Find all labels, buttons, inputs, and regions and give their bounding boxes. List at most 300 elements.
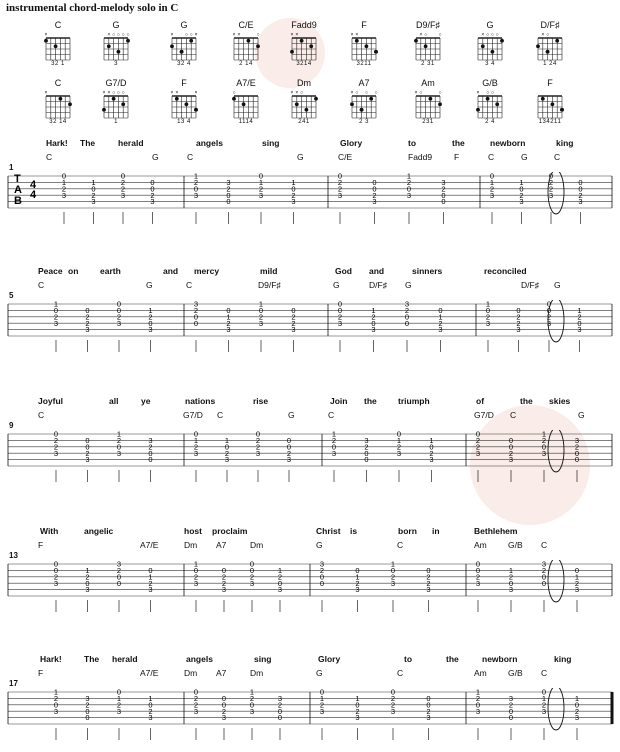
muted-string-mark: × — [175, 90, 179, 96]
chord-diagram — [282, 78, 326, 126]
fret-number: 3 — [516, 325, 521, 335]
lyric-word: God — [335, 266, 352, 276]
fingering-numbers: 2 14 — [239, 61, 253, 67]
fret-number: 0 — [390, 566, 396, 575]
fretboard-grid — [289, 31, 319, 61]
chord-diagram — [224, 78, 268, 126]
chord-symbol: C — [38, 410, 45, 420]
fret-number: 0 — [120, 172, 126, 181]
chord-symbol: G — [316, 540, 323, 550]
chord-symbol: A7/E — [140, 668, 159, 678]
finger-dot — [560, 108, 564, 112]
fret-number: 0 — [404, 312, 410, 322]
fret-number: 2 — [277, 700, 283, 710]
fretboard-grid — [43, 89, 73, 119]
lyric-word: king — [556, 138, 574, 148]
fret-number: 0 — [249, 566, 255, 575]
fret-number: 0 — [475, 700, 481, 710]
finger-dot — [300, 39, 304, 43]
fret-number: 2 — [193, 694, 199, 703]
chord-symbol: Dm — [184, 668, 198, 678]
fret-number: 2 — [396, 442, 402, 452]
fret-number: 2 — [331, 436, 337, 445]
fret-number: 3 — [277, 585, 283, 595]
fret-number: 0 — [426, 700, 431, 710]
fret-number: 2 — [226, 318, 231, 328]
chord-symbol: G — [521, 152, 528, 162]
lyric-word: rise — [253, 396, 269, 406]
open-string-mark: ○ — [112, 32, 116, 38]
muted-string-mark: × — [295, 32, 299, 38]
fret-number: 2 — [516, 318, 521, 328]
fret-number: 2 — [85, 700, 90, 710]
fret-number: 1 — [291, 178, 296, 187]
fret-number: 0 — [577, 318, 582, 328]
fret-number: 2 — [337, 184, 343, 194]
lyric-word: to — [404, 654, 413, 664]
fret-number: 2 — [541, 436, 547, 445]
chord-name: D/F♯ — [540, 20, 560, 30]
chord-symbol: C — [217, 410, 224, 420]
lyric-word: is — [350, 526, 358, 536]
finger-dot — [500, 39, 504, 43]
fret-number: 1 — [489, 178, 495, 187]
fret-number: 2 — [337, 312, 343, 322]
fret-number: 2 — [291, 190, 296, 200]
fret-number: 3 — [221, 585, 227, 595]
fret-number: 2 — [426, 578, 431, 588]
finger-dot — [536, 44, 540, 48]
fret-number: 3 — [548, 190, 554, 200]
fret-number: 0 — [319, 688, 325, 697]
fret-number: 0 — [574, 448, 580, 458]
fret-number: 1 — [438, 312, 443, 322]
fret-number: 0 — [574, 700, 580, 710]
fret-number: 0 — [541, 688, 547, 697]
open-string-mark: ○ — [355, 90, 359, 96]
lyric-word: the — [364, 396, 377, 406]
fret-number: 0 — [508, 713, 514, 723]
fret-number: 0 — [541, 572, 547, 582]
chord-symbol: G — [578, 410, 585, 420]
fingering-numbers: 241 — [298, 119, 310, 125]
fret-number: 0 — [578, 178, 583, 187]
fret-number: 2 — [116, 312, 122, 322]
lyric-word: angelic — [84, 526, 114, 536]
fret-number: 2 — [508, 448, 514, 458]
fret-number: 3 — [319, 706, 325, 716]
finger-dot — [491, 50, 495, 54]
fret-number: 2 — [150, 190, 155, 200]
fret-number: 3 — [61, 190, 67, 200]
fret-number: 0 — [475, 430, 481, 439]
muted-string-mark: × — [481, 32, 485, 38]
fret-number: 3 — [148, 325, 153, 335]
fret-number: 0 — [485, 306, 491, 315]
finger-dot — [59, 97, 63, 101]
chord-symbol: C — [488, 152, 495, 162]
fret-number: 3 — [390, 578, 396, 588]
lyric-word: nations — [185, 396, 216, 406]
chord-symbol: F — [454, 152, 460, 162]
chord-diagram — [528, 20, 572, 68]
fret-number: 3 — [441, 178, 446, 187]
lyric-word: of — [476, 396, 485, 406]
finger-dot — [256, 44, 260, 48]
chord-name: F — [181, 78, 187, 88]
fret-number: 0 — [429, 442, 434, 452]
fret-number: 2 — [438, 318, 443, 328]
finger-dot — [369, 97, 373, 101]
fret-number: 0 — [574, 455, 580, 465]
fret-number: 0 — [226, 190, 231, 200]
tab-staff — [0, 300, 620, 362]
chord-symbol: C — [510, 410, 517, 420]
lyric-word: in — [432, 526, 440, 536]
fret-number: 2 — [508, 700, 514, 710]
fret-number: 0 — [148, 455, 153, 465]
finger-dot — [170, 44, 174, 48]
fret-number: 0 — [258, 172, 264, 181]
fret-number: 2 — [85, 312, 90, 322]
fret-number: 0 — [355, 566, 360, 575]
chord-name: G7/D — [105, 78, 127, 88]
fret-number: 1 — [406, 172, 412, 181]
fret-number: 0 — [355, 700, 360, 710]
fingering-numbers: 3 4 — [485, 61, 495, 67]
fret-number: 0 — [319, 572, 325, 582]
fret-number: 3 — [249, 578, 255, 588]
finger-dot — [486, 97, 490, 101]
finger-dot — [360, 108, 364, 112]
chord-symbol: G — [297, 152, 304, 162]
chord-diagram — [94, 78, 138, 126]
muted-string-mark: × — [295, 90, 299, 96]
chord-symbol: C — [38, 280, 45, 290]
fret-number: 1 — [116, 694, 122, 703]
fret-number: 2 — [258, 184, 264, 194]
fret-number: 0 — [475, 560, 481, 569]
fret-number: 2 — [193, 700, 199, 710]
lyric-word: Hark! — [40, 654, 62, 664]
fret-number: 2 — [390, 694, 396, 703]
open-string-mark: ○ — [424, 32, 428, 38]
fret-number: 2 — [193, 572, 199, 582]
fret-number: 3 — [291, 325, 296, 335]
finger-dot — [102, 108, 106, 112]
fret-number: 2 — [148, 312, 153, 322]
fret-number: 0 — [193, 430, 199, 439]
measure-number: 17 — [9, 679, 18, 688]
chord-diagram — [342, 78, 386, 126]
fret-number: 2 — [578, 190, 583, 200]
open-string-mark: ○ — [112, 90, 116, 96]
fret-number: 2 — [53, 312, 59, 322]
fretboard-grid — [349, 89, 379, 119]
open-string-mark: ○ — [300, 90, 304, 96]
fret-number: 2 — [577, 312, 582, 322]
chord-symbol: G — [554, 280, 561, 290]
lyric-word: Christ — [316, 526, 341, 536]
finger-dot — [305, 108, 309, 112]
fret-number: 3 — [429, 455, 434, 465]
finger-dot — [68, 102, 72, 106]
fret-number: 2 — [319, 566, 325, 575]
fret-number: 2 — [406, 178, 412, 187]
fret-number: 0 — [249, 700, 255, 710]
muted-string-mark: × — [232, 32, 236, 38]
chord-symbol: D/F♯ — [369, 280, 387, 290]
fingering-numbers: 32 4 — [177, 61, 191, 67]
muted-string-mark: × — [170, 90, 174, 96]
chord-name: F — [361, 20, 367, 30]
fingering-numbers: 231 — [422, 119, 434, 125]
fret-number: 2 — [441, 184, 446, 194]
fret-number: 0 — [406, 184, 412, 194]
finger-dot — [290, 50, 294, 54]
fretboard-grid — [535, 89, 565, 119]
fret-number: 3 — [574, 436, 580, 445]
finger-dot — [175, 97, 179, 101]
fret-number: 3 — [193, 190, 199, 200]
fret-number: 2 — [337, 178, 343, 187]
muted-string-mark: × — [419, 32, 423, 38]
finger-dot — [555, 39, 559, 43]
fret-number: 2 — [249, 572, 255, 582]
finger-dot — [414, 39, 418, 43]
chord-symbol: Fadd9 — [408, 152, 433, 162]
fret-number: 3 — [85, 585, 90, 595]
fret-number: 3 — [541, 560, 547, 569]
fretboard-grid — [475, 89, 505, 119]
fret-number: 3 — [221, 713, 227, 723]
chord-symbol: C — [186, 280, 193, 290]
fret-number: 3 — [249, 706, 255, 716]
fret-number: 1 — [371, 306, 376, 315]
chord-symbol: G — [288, 410, 295, 420]
muted-string-mark: × — [414, 90, 418, 96]
fingering-numbers: 3211 — [356, 61, 372, 67]
muted-string-mark: × — [237, 32, 241, 38]
fret-number: 1 — [396, 436, 402, 445]
fret-number: 1 — [85, 566, 90, 575]
fret-number: 2 — [249, 694, 255, 703]
chord-name: G — [180, 20, 188, 30]
open-string-mark: ○ — [116, 90, 120, 96]
fret-number: 0 — [53, 566, 59, 575]
fretboard-grid — [169, 89, 199, 119]
fret-number: 3 — [578, 197, 583, 207]
fretboard-grid — [231, 89, 261, 119]
fret-number: 2 — [475, 442, 481, 452]
fret-number: 3 — [291, 197, 296, 207]
fret-number: 3 — [475, 706, 481, 716]
fret-number: 2 — [574, 706, 580, 716]
fret-number: 2 — [120, 184, 126, 194]
time-signature-digit: 4 — [30, 179, 37, 191]
fret-number: 3 — [508, 694, 514, 703]
fret-number: 0 — [508, 442, 514, 452]
fret-number: 3 — [85, 694, 90, 703]
fret-number: 0 — [116, 442, 122, 452]
fret-number: 3 — [390, 706, 396, 716]
lyric-word: triumph — [398, 396, 430, 406]
chord-name: Am — [421, 78, 435, 88]
chord-symbol: Dm — [184, 540, 198, 550]
fret-number: 3 — [277, 694, 283, 703]
fret-number: 2 — [489, 184, 495, 194]
fret-number: 0 — [441, 197, 446, 207]
fret-number: 0 — [331, 442, 337, 452]
fret-number: 2 — [91, 190, 96, 200]
fret-number: 3 — [426, 585, 431, 595]
lyric-word: Bethlehem — [474, 526, 518, 536]
lyric-word: the — [452, 138, 465, 148]
fretboard-grid — [289, 89, 319, 119]
fret-number: 3 — [120, 190, 126, 200]
chord-symbol: Am — [474, 540, 487, 550]
open-string-mark: ○ — [232, 90, 236, 96]
chord-diagram — [282, 20, 326, 68]
time-signature-digit: 4 — [30, 189, 37, 201]
lyric-word: angels — [186, 654, 213, 664]
fret-number: 2 — [61, 184, 67, 194]
fret-number: 2 — [120, 178, 126, 187]
fret-number: 1 — [226, 312, 231, 322]
finger-dot — [189, 39, 193, 43]
chord-diagram — [406, 20, 450, 68]
fret-number: 1 — [224, 436, 230, 445]
chord-name: Dm — [297, 78, 311, 88]
fret-number: 0 — [508, 706, 514, 716]
fret-number: 0 — [221, 694, 227, 703]
fret-number: 2 — [148, 442, 153, 452]
chord-name: C — [54, 78, 62, 88]
finger-dot — [54, 44, 58, 48]
chord-diagram — [162, 78, 206, 126]
chord-symbol: C — [541, 668, 548, 678]
fret-number: 0 — [438, 306, 443, 315]
fret-number: 0 — [277, 706, 283, 716]
fingering-numbers: 32 1 — [51, 61, 65, 67]
fretboard-grid — [169, 31, 199, 61]
fret-number: 3 — [148, 713, 153, 723]
chord-symbol: Dm — [250, 668, 264, 678]
finger-dot — [309, 44, 313, 48]
finger-dot — [481, 44, 485, 48]
fret-number: 3 — [364, 436, 369, 445]
fingering-numbers: 2 3 — [359, 119, 369, 125]
fret-number: 2 — [355, 578, 360, 588]
finger-dot — [242, 102, 246, 106]
fret-number: 3 — [577, 325, 582, 335]
fret-number: 0 — [148, 700, 153, 710]
fret-number: 0 — [150, 178, 155, 187]
fret-number: 2 — [255, 442, 261, 452]
measure-number: 5 — [9, 291, 14, 300]
chord-name: Fadd9 — [291, 20, 317, 30]
fret-number: 2 — [53, 694, 59, 703]
fret-number: 0 — [337, 300, 343, 309]
chord-symbol: A7 — [216, 668, 227, 678]
fret-number: 2 — [116, 436, 122, 445]
fret-number: 1 — [193, 172, 199, 181]
muted-string-mark: × — [541, 32, 545, 38]
tab-staff — [0, 172, 620, 234]
fretboard-grid — [231, 31, 261, 61]
chord-symbol: C — [397, 668, 404, 678]
lyric-word: born — [398, 526, 417, 536]
fret-number: 0 — [291, 184, 296, 194]
open-string-mark: ○ — [189, 32, 193, 38]
tab-clef-letter: T — [14, 173, 21, 185]
lyric-word: sinners — [412, 266, 443, 276]
lyric-word: the — [446, 654, 459, 664]
lyric-word: ye — [141, 396, 151, 406]
fret-number: 0 — [426, 566, 431, 575]
fret-number: 0 — [426, 694, 431, 703]
fret-number: 2 — [116, 700, 122, 710]
muted-string-mark: × — [290, 32, 294, 38]
open-string-mark: ○ — [438, 32, 442, 38]
muted-string-mark: × — [107, 90, 111, 96]
fret-number: 2 — [355, 706, 360, 716]
lyric-word: With — [40, 526, 59, 536]
fret-number: 0 — [85, 306, 90, 315]
lyric-word: mild — [260, 266, 278, 276]
chord-diagram — [468, 78, 512, 126]
chord-diagram — [528, 78, 572, 126]
muted-string-mark: × — [194, 32, 198, 38]
fret-number: 0 — [574, 566, 580, 575]
fret-number: 3 — [148, 585, 153, 595]
fret-number: 3 — [475, 578, 481, 588]
chord-symbol: G/B — [508, 668, 523, 678]
measure-number: 13 — [9, 551, 18, 560]
measure-number: 9 — [9, 421, 14, 430]
open-string-mark: ○ — [121, 32, 125, 38]
fingering-numbers: 1 24 — [543, 61, 557, 67]
fretboard-grid — [349, 31, 379, 61]
lyric-word: mercy — [194, 266, 220, 276]
fret-number: 2 — [193, 178, 199, 187]
fret-number: 1 — [541, 430, 547, 439]
fret-number: 3 — [337, 190, 343, 200]
fret-number: 1 — [485, 300, 491, 309]
fret-number: 3 — [337, 318, 343, 328]
lyric-word: newborn — [482, 654, 518, 664]
fret-number: 0 — [193, 318, 199, 328]
fret-number: 1 — [193, 560, 199, 569]
fret-number: 0 — [548, 172, 554, 181]
fret-number: 0 — [148, 318, 153, 328]
fret-number: 0 — [148, 566, 153, 575]
fret-number: 2 — [519, 190, 524, 200]
finger-dot — [374, 50, 378, 54]
fret-number: 0 — [508, 578, 514, 588]
fret-number: 1 — [331, 430, 337, 439]
fret-number: 2 — [475, 436, 481, 445]
muted-string-mark: × — [194, 90, 198, 96]
lyric-word: earth — [100, 266, 121, 276]
fret-number: 2 — [516, 312, 521, 322]
chord-symbol: G/B — [508, 540, 523, 550]
open-string-mark: ○ — [546, 32, 550, 38]
fret-number: 2 — [429, 448, 434, 458]
fret-number: 0 — [85, 436, 90, 445]
fret-number: 3 — [541, 706, 547, 716]
fret-number: 3 — [508, 455, 514, 465]
